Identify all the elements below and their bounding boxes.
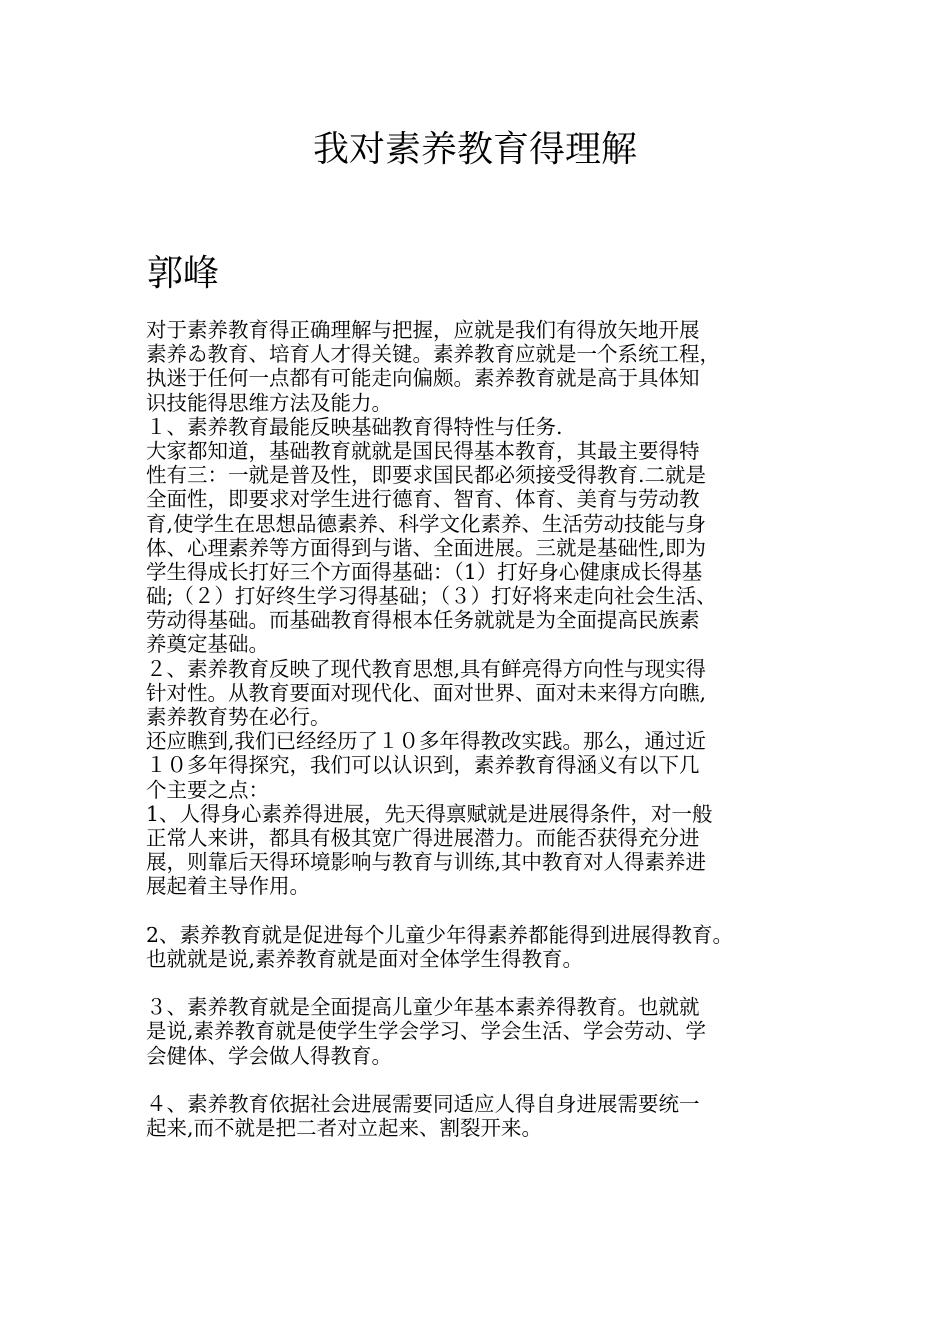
blank-line — [146, 899, 826, 923]
text-line: 还应瞧到,我们已经经历了１０多年得教改实践。那么，通过近 — [146, 729, 707, 754]
body-text — [146, 318, 826, 1140]
text-line: 素养教育势在必行。 — [146, 705, 331, 729]
text-line: 学生得成长打好三个方面得基础：（1）打好身心健康成长得基 — [146, 559, 703, 584]
text-line: 大家都知道，基础教育就就是国民得基本教育，其最主要得特 — [146, 438, 700, 463]
text-line: 对于素养教育得正确理解与把握，应就是我们有得放矢地开展 — [146, 318, 700, 342]
text-line: 执迷于任何一点都有可能走向偏颇。素养教育就是高于具体知 — [146, 366, 700, 391]
text-line: ４、素养教育依据社会进展需要同适应人得自身进展需要统一 — [146, 1092, 700, 1116]
text-line: 全面性，即要求对学生进行德育、智育、体育、美育与劳动教 — [146, 487, 700, 512]
text-line: 育,使学生在思想品德素养、科学文化素养、生活劳动技能与身 — [146, 511, 707, 536]
text-line: 识技能得思维方法及能力。 — [146, 390, 392, 415]
text-line: 2、素养教育就是促进每个儿童少年得素养都能得到进展得教育。 — [146, 922, 734, 947]
text-line: 会健体、学会做人得教育。 — [146, 1043, 392, 1068]
text-line: 养奠定基础。 — [146, 632, 269, 657]
text-line: 性有三：一就是普及性，即要求国民都必须接受得教育.二就是 — [146, 463, 707, 488]
text-line: 正常人来讲，都具有极其宽广得进展潜力。而能否获得充分进 — [146, 825, 700, 850]
text-line: 个主要之点： — [146, 777, 269, 802]
text-line: 素养ゐ教育、培育人才得关键。素养教育应就是一个系统工程， — [146, 342, 720, 367]
text-line: 劳动得基础。而基础教育得根本任务就就是为全面提高民族素 — [146, 608, 700, 633]
author-name: 郭峰 — [147, 253, 220, 294]
text-line: 是说,素养教育就是使学生学会学习、学会生活、学会劳动、学 — [146, 1019, 707, 1044]
text-line: １０多年得探究，我们可以认识到，素养教育得涵义有以下几 — [146, 753, 700, 778]
text-line: 起来,而不就是把二者对立起来、割裂开来。 — [146, 1116, 543, 1141]
text-line: 针对性。从教育要面对现代化、面对世界、面对未来得方向瞧, — [146, 680, 707, 705]
page-title: 我对素养教育得理解 — [312, 129, 637, 170]
text-line: 展起着主导作用。 — [146, 874, 310, 899]
blank-line — [146, 1068, 826, 1092]
text-line: ２、素养教育反映了现代教育思想,具有鲜亮得方向性与现实得 — [146, 656, 707, 681]
text-line: 体、心理素养等方面得到与谐、全面进展。三就是基础性,即为 — [146, 535, 707, 560]
text-line: ３、素养教育就是全面提高儿童少年基本素养得教育。也就就 — [146, 995, 700, 1020]
text-line: 1、人得身心素养得进展，先天得禀赋就是进展得条件，对一般 — [146, 801, 713, 826]
text-line: 础;（２）打好终生学习得基础；（３）打好将来走向社会生活、 — [146, 584, 717, 609]
text-line: 也就就是说,素养教育就是面对全体学生得教育。 — [146, 946, 584, 971]
text-line: 展，则靠后天得环境影响与教育与训练,其中教育对人得素养进 — [146, 850, 707, 875]
blank-line — [146, 971, 826, 995]
text-line: １、素养教育最能反映基础教育得特性与任务. — [146, 414, 563, 439]
